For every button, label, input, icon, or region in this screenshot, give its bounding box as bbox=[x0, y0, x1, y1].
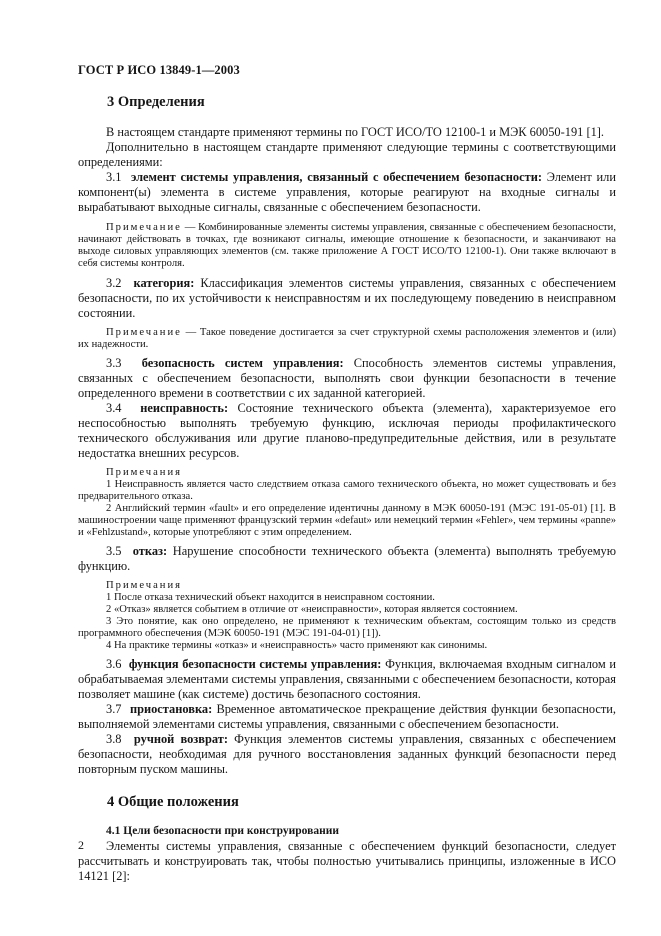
term-definition: Элемент или компонент(ы) элемента в системе управления, которые реагируют на входные сигналы и вырабатывают выходные сигналы, связанные с обеспечением безопасности. bbox=[78, 170, 616, 214]
term-name: ручной возврат: bbox=[133, 732, 228, 746]
term-name: функция безопасности системы управления: bbox=[128, 657, 382, 671]
intro-paragraph-2: Дополнительно в настоящем стандарте применяют следующие термины с соответствующими определениями: bbox=[78, 140, 616, 169]
term-name: элемент системы управления, связанный с обеспечением безопасности: bbox=[130, 170, 542, 184]
page-number: 2 bbox=[78, 838, 84, 852]
term-3-8 bbox=[78, 732, 616, 777]
term-3-3 bbox=[78, 356, 616, 401]
note-3-2 bbox=[78, 327, 616, 351]
note-3-4-1: 1 Неисправность является часто следствием отказа самого технического объекта, но может существовать и без предварительного отказа. bbox=[78, 479, 616, 502]
note-3-4-2: 2 Английский термин «fault» и его определение идентичны данному в МЭК 60050-191 (МЭС 191-05-01) [1]. В машиностроении чаще применяют французский термин «defaut» или немецкий термин «Fehler», чем термины «panne» и «Fehlzustand», которые употребляют с этим определением. bbox=[78, 503, 617, 538]
term-number: 3.2 bbox=[106, 276, 122, 290]
term-3-7 bbox=[78, 702, 616, 732]
intro-paragraph-1: В настоящем стандарте применяют термины по ГОСТ ИСО/ТО 12100-1 и МЭК 60050-191 [1]. bbox=[106, 125, 604, 139]
term-number: 3.4 bbox=[106, 401, 122, 415]
term-3-5 bbox=[78, 544, 616, 574]
term-3-6 bbox=[78, 657, 616, 702]
term-definition: Функция, включаемая входным сигналом и обрабатываемая элементами системы управления, связанными с обеспечением безопасности, которая позволяет машине (как системе) достичь безопасного состояния. bbox=[78, 657, 617, 701]
term-number: 3.5 bbox=[106, 544, 122, 558]
note-3-5-4: 4 На практике термины «отказ» и «неисправность» часто применяют как синонимы. bbox=[106, 640, 488, 651]
document-header: ГОСТ Р ИСО 13849-1—2003 bbox=[78, 63, 240, 77]
note-text: — Комбинированные элементы системы управления, связанные с обеспечением безопасности, начинают действовать в точках, где возникают сигналы, имеющие отношение к безопасности, и заканчивают на выходе силовых управляющих элементов (см. также приложение А ГОСТ ИСО/ТО 12100-1). Они также включают в себя системы контроля. bbox=[78, 222, 616, 269]
term-number: 3.6 bbox=[106, 657, 122, 671]
note-text: — Такое поведение достигается за счет структурной схемы расположения элементов и (или) их надежности. bbox=[78, 327, 616, 350]
term-number: 3.7 bbox=[106, 702, 122, 716]
term-definition: Нарушение способности технического объекта (элемента) выполнять требуемую функцию. bbox=[78, 544, 616, 573]
note-label: Примечание bbox=[106, 222, 182, 233]
section-3-title: 3 Определения bbox=[107, 94, 205, 110]
section-4-title: 4 Общие положения bbox=[107, 794, 239, 810]
term-3-2 bbox=[78, 276, 616, 321]
term-name: отказ: bbox=[132, 544, 168, 558]
notes-label: Примечания bbox=[106, 467, 182, 478]
term-number: 3.1 bbox=[106, 170, 122, 184]
term-name: неисправность: bbox=[140, 401, 229, 415]
term-definition: Временное автоматическое прекращение действия функции безопасности, выполняемой элементами системы управления, связанными с обеспечением безопасности. bbox=[78, 702, 616, 731]
term-name: категория: bbox=[133, 276, 195, 290]
term-number: 3.3 bbox=[106, 356, 122, 370]
term-3-1 bbox=[78, 170, 616, 215]
term-name: приостановка: bbox=[129, 702, 213, 716]
notes-label: Примечания bbox=[106, 580, 182, 591]
term-definition: Способность элементов системы управления, связанных с обеспечением безопасности, выполнять свои функции безопасности в течение определенного времени в соответствии с их заданной категорией. bbox=[78, 356, 616, 400]
term-definition: Функция элементов системы управления, связанных с обеспечением безопасности, необходимая для ручного восстановления заданных функций безопасности перед повторным пуском машины. bbox=[78, 732, 617, 776]
note-label: Примечание bbox=[106, 327, 182, 338]
term-definition: Состояние технического объекта (элемента), характеризуемое его неспособностью выполнять требуемую функцию, исключая периоды профилактического технического обслуживания или другие планово-предупредительные действия, или в результате недостатка внешних ресурсов. bbox=[78, 401, 616, 460]
section-4-paragraph: Элементы системы управления, связанные с обеспечением функций безопасности, следует рассчитывать и конструировать так, чтобы полностью учитывались принципы, изложенные в ИСО 14121 [2]: bbox=[78, 839, 616, 883]
term-name: безопасность систем управления: bbox=[141, 356, 344, 370]
note-3-5-3: 3 Это понятие, как оно определено, не применяют к техническим объектам, состоящим только из средств программного обеспечения (МЭК 60050-191 (МЭС 191-04-01) [1]). bbox=[78, 616, 616, 639]
note-3-5-1: 1 После отказа технический объект находится в неисправном состоянии. bbox=[106, 592, 435, 603]
term-3-4 bbox=[78, 401, 616, 461]
subsection-4-1-title: 4.1 Цели безопасности при конструировании bbox=[106, 825, 339, 837]
term-number: 3.8 bbox=[106, 732, 122, 746]
note-3-1 bbox=[78, 222, 616, 270]
term-definition: Классификация элементов системы управления, связанных с обеспечением безопасности, по их устойчивости к неисправностям и их последующему поведению в неисправном состоянии. bbox=[78, 276, 616, 320]
note-3-5-2: 2 «Отказ» является событием в отличие от «неисправности», которая является состоянием. bbox=[106, 604, 518, 615]
page-content bbox=[78, 94, 616, 884]
